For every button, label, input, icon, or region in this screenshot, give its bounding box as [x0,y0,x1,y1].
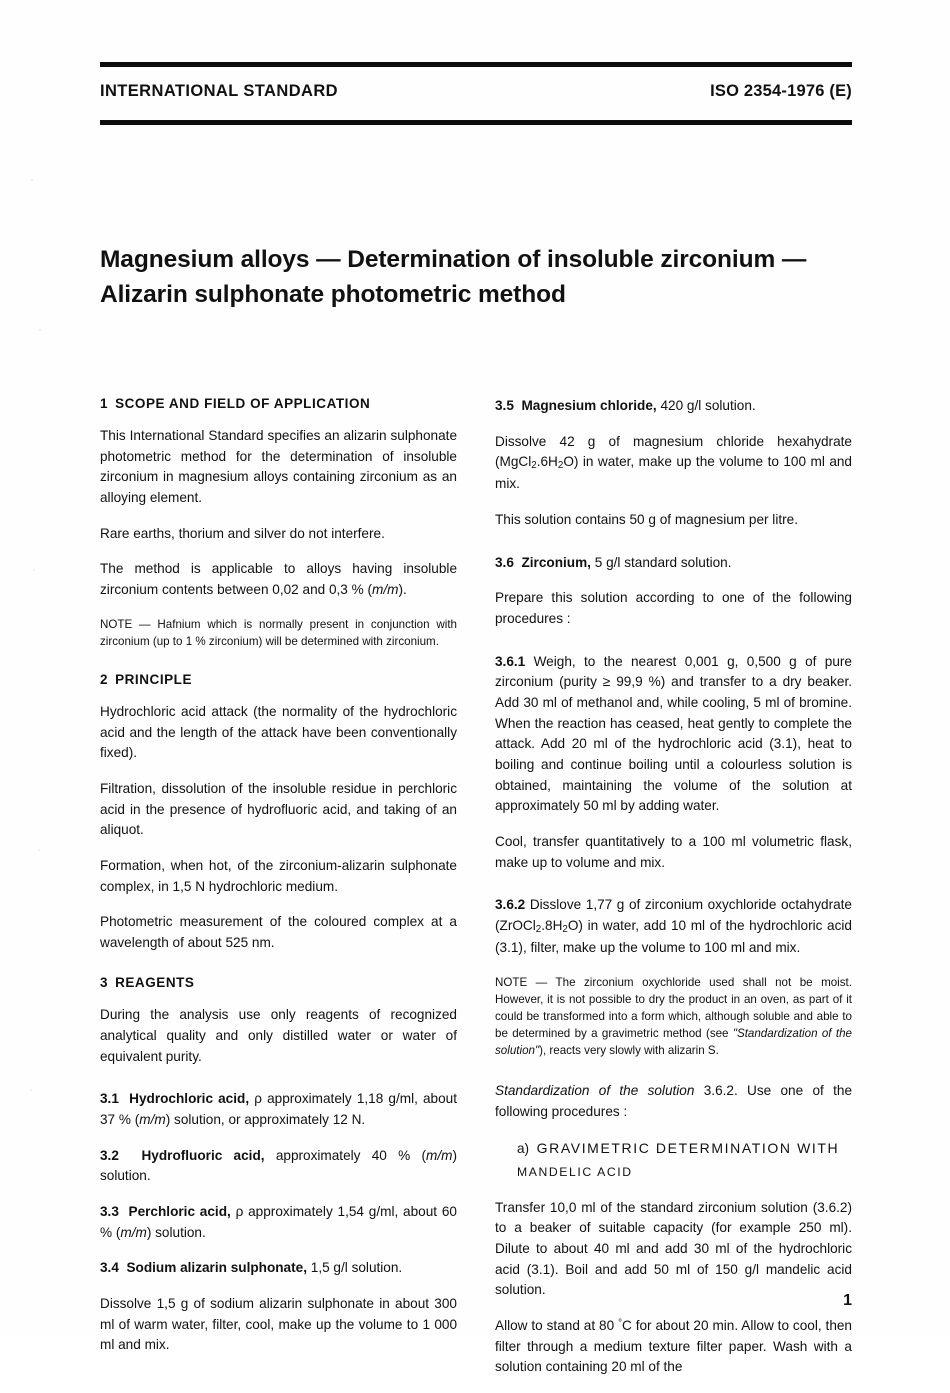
option-a-caps-line-1: GRAVIMETRIC DETERMINATION WITH [536,1139,840,1156]
principle-paragraph-1: Hydrochloric acid attack (the normality of the hydrochloric acid and the length of the attack have been conventionally fixed). [100,703,457,761]
formula-subscript-4: 2 [562,923,568,935]
reagents-paragraph-1: During the analysis use only reagents of recognized analytical quality and only distilled water or water of equivalent purity. [100,1007,457,1064]
standardization-paragraph-2 [495,1316,852,1378]
reagent-3-4-number: 3.4 [100,1260,119,1276]
option-a-label: a) [517,1140,530,1156]
reagent-item-3-1 [100,1089,457,1130]
formula-subscript-3: 2 [535,923,542,935]
reagent-3-5-body-b: .6H [536,454,558,470]
reagent-3-5-text: 420 g/l solution. [656,398,756,413]
page-title-line-2: Alizarin sulphonate photometric method [100,280,566,308]
degree-symbol: ° [618,1318,622,1329]
principle-paragraph-2: Filtration, dissolution of the insoluble residue in perchloric acid in the presence of hydrofluoric acid, and taking of an aliquot. [100,780,457,838]
reagent-3-6-1-number: 3.6.1 [495,653,526,669]
header-rule-top [100,62,852,67]
reagent-3-6-body: Prepare this solution according to one of the following procedures : [495,590,852,626]
section-number-2: 2 [100,671,109,687]
standardization-p2-a: Allow to stand at 80 [495,1318,619,1334]
principle-paragraph-3: Formation, when hot, of the zirconium-alizarin sulphonate complex, in 1,5 N hydrochloric medium. [100,857,457,894]
reagent-item-3-6-1 [495,652,852,817]
page-title-line-1: Magnesium alloys — Determination of insoluble zirconium — [100,246,807,273]
scope-p3-part-a: The method is applicable to alloys having insoluble zirconium contents between 0,02 and 0,3 % ( [100,561,457,597]
standardization-text: 3.6.2. Use one of the following procedures : [495,1083,852,1119]
reagent-3-3-text-b: ) solution. [146,1224,206,1240]
reagent-3-3-number: 3.3 [100,1204,119,1220]
reagent-3-5-number: 3.5 [495,398,514,413]
reagent-3-2-number: 3.2 [100,1147,119,1163]
reagent-3-3-name: Perchloric acid, [128,1204,231,1220]
section-heading-reagents [100,975,457,990]
reagent-3-6-2-body-c: O) in water, add 10 ml of the hydrochloric acid (3.1), filter, make up the volume to 100 ml and mix. [495,917,852,955]
reagent-3-6-1-body-2: Cool, transfer quantitatively to a 100 ml volumetric flask, make up to volume and mix. [495,833,852,870]
standardization-title: Standardization of the solution [495,1083,695,1099]
reagent-3-1-number: 3.1 [100,1091,119,1107]
reagent-3-3-italic: m/m [120,1224,147,1240]
reagent-item-3-6-2 [495,895,852,958]
page-number: 1 [843,1292,852,1309]
header-standard-type: INTERNATIONAL STANDARD [100,82,338,100]
reagent-3-3-text-a: ρ approximately 1,54 g/ml, about 60 % ( [100,1204,457,1240]
section-number-1: 1 [100,396,109,411]
scope-paragraph-2: Rare earths, thorium and silver do not interfere. [100,525,385,541]
reagent-3-6-text: 5 g/l standard solution. [590,554,732,570]
reagent-3-6-number: 3.6 [495,554,514,570]
section-title-1: SCOPE AND FIELD OF APPLICATION [115,396,371,411]
page-title [100,243,860,313]
scope-paragraph-1: This International Standard specifies an alizarin sulphonate photometric method for the determination of insoluble zirconium in magnesium alloys containing zirconium as an alloying element. [100,428,457,505]
reagent-3-2-name: Hydrofluoric acid, [141,1147,265,1163]
reagent-item-3-6 [495,553,852,574]
standardization-p2-b: C for about 20 min. Allow to cool, then filter through a medium texture filter paper. Wash with a solution containing 20 ml of the [495,1318,852,1375]
two-column-body [100,396,852,1393]
standardization-paragraph-1: Transfer 10,0 ml of the standard zirconium solution (3.6.2) to a beaker of suitable capacity (for example 250 ml). Dilute to about 40 ml and add 30 ml of the hydrochloric acid (3.1). Boil and add 50 ml of 150 g/l mandelic acid solution. [495,1199,852,1298]
header-standard-reference: ISO 2354-1976 (E) [710,82,852,100]
section-heading-principle [100,672,457,687]
standardization-option-a [517,1138,852,1182]
scan-speckle-decoration [28,150,46,1250]
standardization-intro [495,1081,852,1122]
reagent-3-2-text-a: approximately 40 % ( [264,1147,427,1163]
scope-p3-italic: m/m [372,581,399,597]
section-title-3: REAGENTS [115,975,195,991]
scope-paragraph-3 [100,559,457,600]
zirconium-oxychloride-note [495,974,852,1060]
note-text-a: NOTE — The zirconium oxychloride used shall not be moist. However, it is not possible to dry the product in an oven, as part of it could be transformed into a form which, although soluble and able to be determined by a gravimetric method (see [495,975,852,1040]
reagent-3-1-name: Hydrochloric acid, [129,1091,250,1107]
left-column [100,396,457,1393]
reagent-3-2-italic: m/m [426,1147,453,1163]
reagent-3-6-2-number: 3.6.2 [495,897,526,913]
reagent-3-5-body [495,432,852,495]
right-column [495,396,852,1393]
reagent-3-6-2-body-a: Disslove 1,77 g of zirconium oxychloride octahydrate (ZrOCl [495,897,852,933]
reagent-3-5-body-c: O) in water, make up the volume to 100 ml and mix. [495,454,852,492]
reagent-3-4-body: Dissolve 1,5 g of sodium alizarin sulphonate in about 300 ml of warm water, filter, cool, make up the volume to 1 000 ml and mix. [100,1296,457,1353]
reagent-3-1-text-a: ρ approximately 1,18 g/ml, about 37 % ( [100,1091,457,1128]
reagent-3-5-name: Magnesium chloride, [521,398,657,413]
reagent-3-4-text: 1,5 g/l solution. [306,1260,403,1276]
formula-subscript-1: 2 [531,460,537,472]
note-text-b: ), reacts very slowly with alizarin S. [539,1044,719,1058]
scope-p3-part-b: ). [398,581,407,597]
section-heading-scope [100,396,457,411]
note-italic-reference: "Standardization of the solution" [495,1027,852,1058]
reagent-item-3-2 [100,1146,457,1187]
option-a-caps-line-2: MANDELIC ACID [517,1165,633,1180]
reagent-3-2-text-b: ) solution. [100,1147,457,1184]
reagent-3-5-body-a: Dissolve 42 g of magnesium chloride hexahydrate (MgCl [495,433,852,470]
reagent-3-5-body-2: This solution contains 50 g of magnesium per litre. [495,512,798,527]
document-header [100,82,852,101]
reagent-item-3-4 [100,1258,457,1279]
reagent-3-6-2-body-b: .8H [541,917,563,933]
reagent-item-3-3 [100,1202,457,1243]
principle-paragraph-4: Photometric measurement of the coloured complex at a wavelength of about 525 nm. [100,914,457,950]
section-number-3: 3 [100,975,109,991]
reagent-3-1-italic: m/m [139,1112,166,1128]
section-title-2: PRINCIPLE [115,671,193,687]
reagent-3-6-1-body: Weigh, to the nearest 0,001 g, 0,500 g of pure zirconium (purity ≥ 99,9 %) and transfer to a dry beaker. Add 30 ml of methanol and, while cooling, 5 ml of bromine. When the reaction has ceased, heat gently to complete the attack. Add 20 ml of the hydrochloric acid (3.1), heat to boiling and continue boiling until a colourless solution is obtained, maintaining the volume of the solution at approximately 50 ml by adding water. [495,653,852,814]
scope-note: NOTE — Hafnium which is normally present in conjunction with zirconium (up to 1 % zirconium) will be determined with zirconium. [100,617,457,648]
reagent-item-3-5 [495,396,852,417]
reagent-3-4-name: Sodium alizarin sulphonate, [126,1260,307,1276]
formula-subscript-2: 2 [557,460,564,472]
option-a-heading [517,1138,852,1160]
reagent-3-1-text-b: ) solution, or approximately 12 N. [165,1112,366,1128]
reagent-3-6-name: Zirconium, [521,554,591,570]
header-rule-bottom [100,120,852,125]
